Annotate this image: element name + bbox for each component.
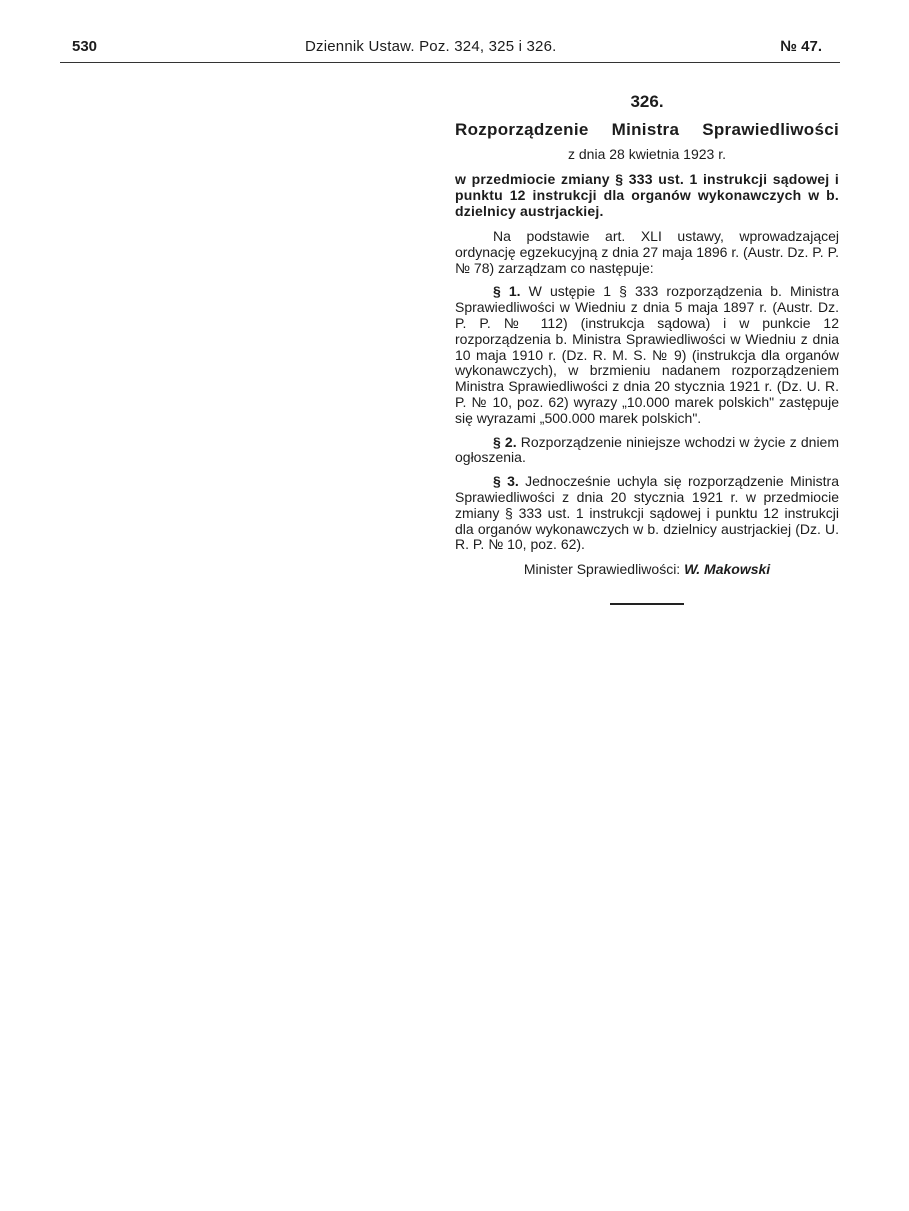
section-1 [455, 284, 839, 426]
page-number: 530 [72, 38, 98, 55]
section-3-label: § 3. [493, 473, 519, 490]
act-date: z dnia 28 kwietnia 1923 r. [568, 146, 726, 162]
section-1-label: § 1. [493, 283, 521, 300]
header-rule [60, 62, 840, 63]
section-2 [455, 435, 839, 467]
signature-name: W. Makowski [684, 561, 771, 578]
act-heading: Rozporządzenie Ministra Sprawiedliwości [455, 120, 839, 139]
end-rule [610, 603, 684, 605]
journal-title: Dziennik Ustaw. Poz. 324, 325 i 326. [305, 38, 557, 55]
act-326 [455, 92, 839, 605]
preamble: Na podstawie art. XLI ustawy, wprowadzającej ordynację egzekucyjną z dnia 27 maja 1896 r. (Austr. Dz. P. P. № 78) zarządzam co następuje: [455, 228, 839, 276]
section-3 [455, 474, 839, 553]
issue-number: № 47. [780, 38, 822, 55]
section-2-label: § 2. [493, 433, 517, 450]
act-number: 326. [630, 92, 664, 111]
section-2-text: Rozporządzenie niniejsze wchodzi w życie z dniem ogłoszenia. [455, 433, 840, 466]
page-header [60, 38, 840, 64]
section-1-text: W ustępie 1 § 333 rozporządzenia b. Ministra Sprawiedliwości w Wiedniu z dnia 5 maja 1897 r. (Austr. Dz. P. P. № 112) (instrukcja sądowa) i w punkcie 12 rozporządzenia b. Ministra Sprawiedliwości w Wiedniu z dnia 10 maja 1910 r. (Dz. R. M. S. № 9) (instrukcja dla organów wykonawczych), w brzmieniu nadanem rozporządzeniem Ministra Sprawiedliwości z dnia 20 stycznia 1921 r. (Dz. U. R. P. № 10, poz. 62) wyrazy „10.000 marek polskich" zastępuje się wyrazami „500.000 marek polskich". [455, 283, 839, 426]
section-3-text: Jednocześnie uchyla się rozporządzenie Ministra Sprawiedliwości z dnia 20 stycznia 1921 r. w przedmiocie zmiany § 333 ust. 1 instrukcji sądowej i punktu 12 instrukcji dla organów wykonawczych w b. dzielnicy austrjackiej (Dz. U. R. P. № 10, poz. 62). [455, 473, 839, 553]
signature-role: Minister Sprawiedliwości: [523, 561, 681, 578]
act-subject: w przedmiocie zmiany § 333 ust. 1 instrukcji sądowej i punktu 12 instrukcji dla organów wykonawczych w b. dzielnicy austrjackiej. [455, 171, 839, 219]
signature [455, 561, 839, 577]
